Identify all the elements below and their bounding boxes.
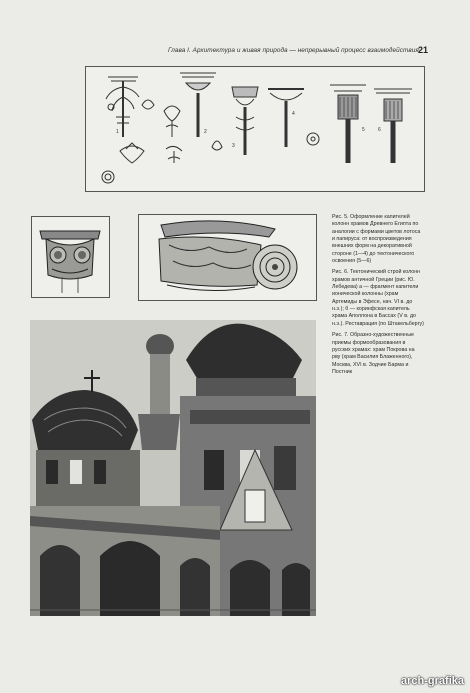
egyptian-capitals-drawing [86,67,424,191]
cathedral-illustration [30,320,316,616]
figure-6b-capital [138,214,317,301]
figure-5-egyptian-capitals [85,66,425,192]
figure-7-cathedral-photo [30,320,316,616]
watermark: arch-grafika [401,675,464,687]
fig5-label-1: 1 [116,129,119,135]
page-number: 21 [418,45,429,55]
caption-fig-6: Рис. 6. Тектонический строй колонн храмов античной Греции (рис. Ю. Лебедева) а — фрагмент капители ионической колонны (храм Артемиды в Эфесе, нач. VI в. до н.э.); б — коринфская капитель храма Аполлона в Бассах (V в. до н.э.). Реставрация (по Штакельбергу) [332,269,424,327]
fig5-label-2: 2 [204,129,207,135]
fig5-label-3: 3 [232,143,235,149]
figure-6a-capital [31,216,110,298]
fig5-label-5: 5 [362,127,365,133]
corinthian-capital-drawing [139,215,316,300]
captions-column [332,214,424,380]
fig5-label-4: 4 [292,111,295,117]
running-head: Глава I. Архитектура и живая природа — непрерывный процесс взаимодействия [168,47,419,54]
fig5-label-6: 6 [378,127,381,133]
ionic-capital-drawing [32,217,109,297]
caption-fig-7: Рис. 7. Образно-художественные приемы формообразования в русских храмах: храм Покрова на рву (храм Василия Блаженного), Москва, XVI в. Зодчие Барма и Постник [332,332,415,375]
caption-fig-5: Рис. 5. Оформление капителей колонн храмов Древнего Египта по аналогии с формами цветов лотоса и папируса: от воспроизведения внешних форм на декоративной стороне (1—4) до тектонического освоения (5—6) [332,214,421,265]
